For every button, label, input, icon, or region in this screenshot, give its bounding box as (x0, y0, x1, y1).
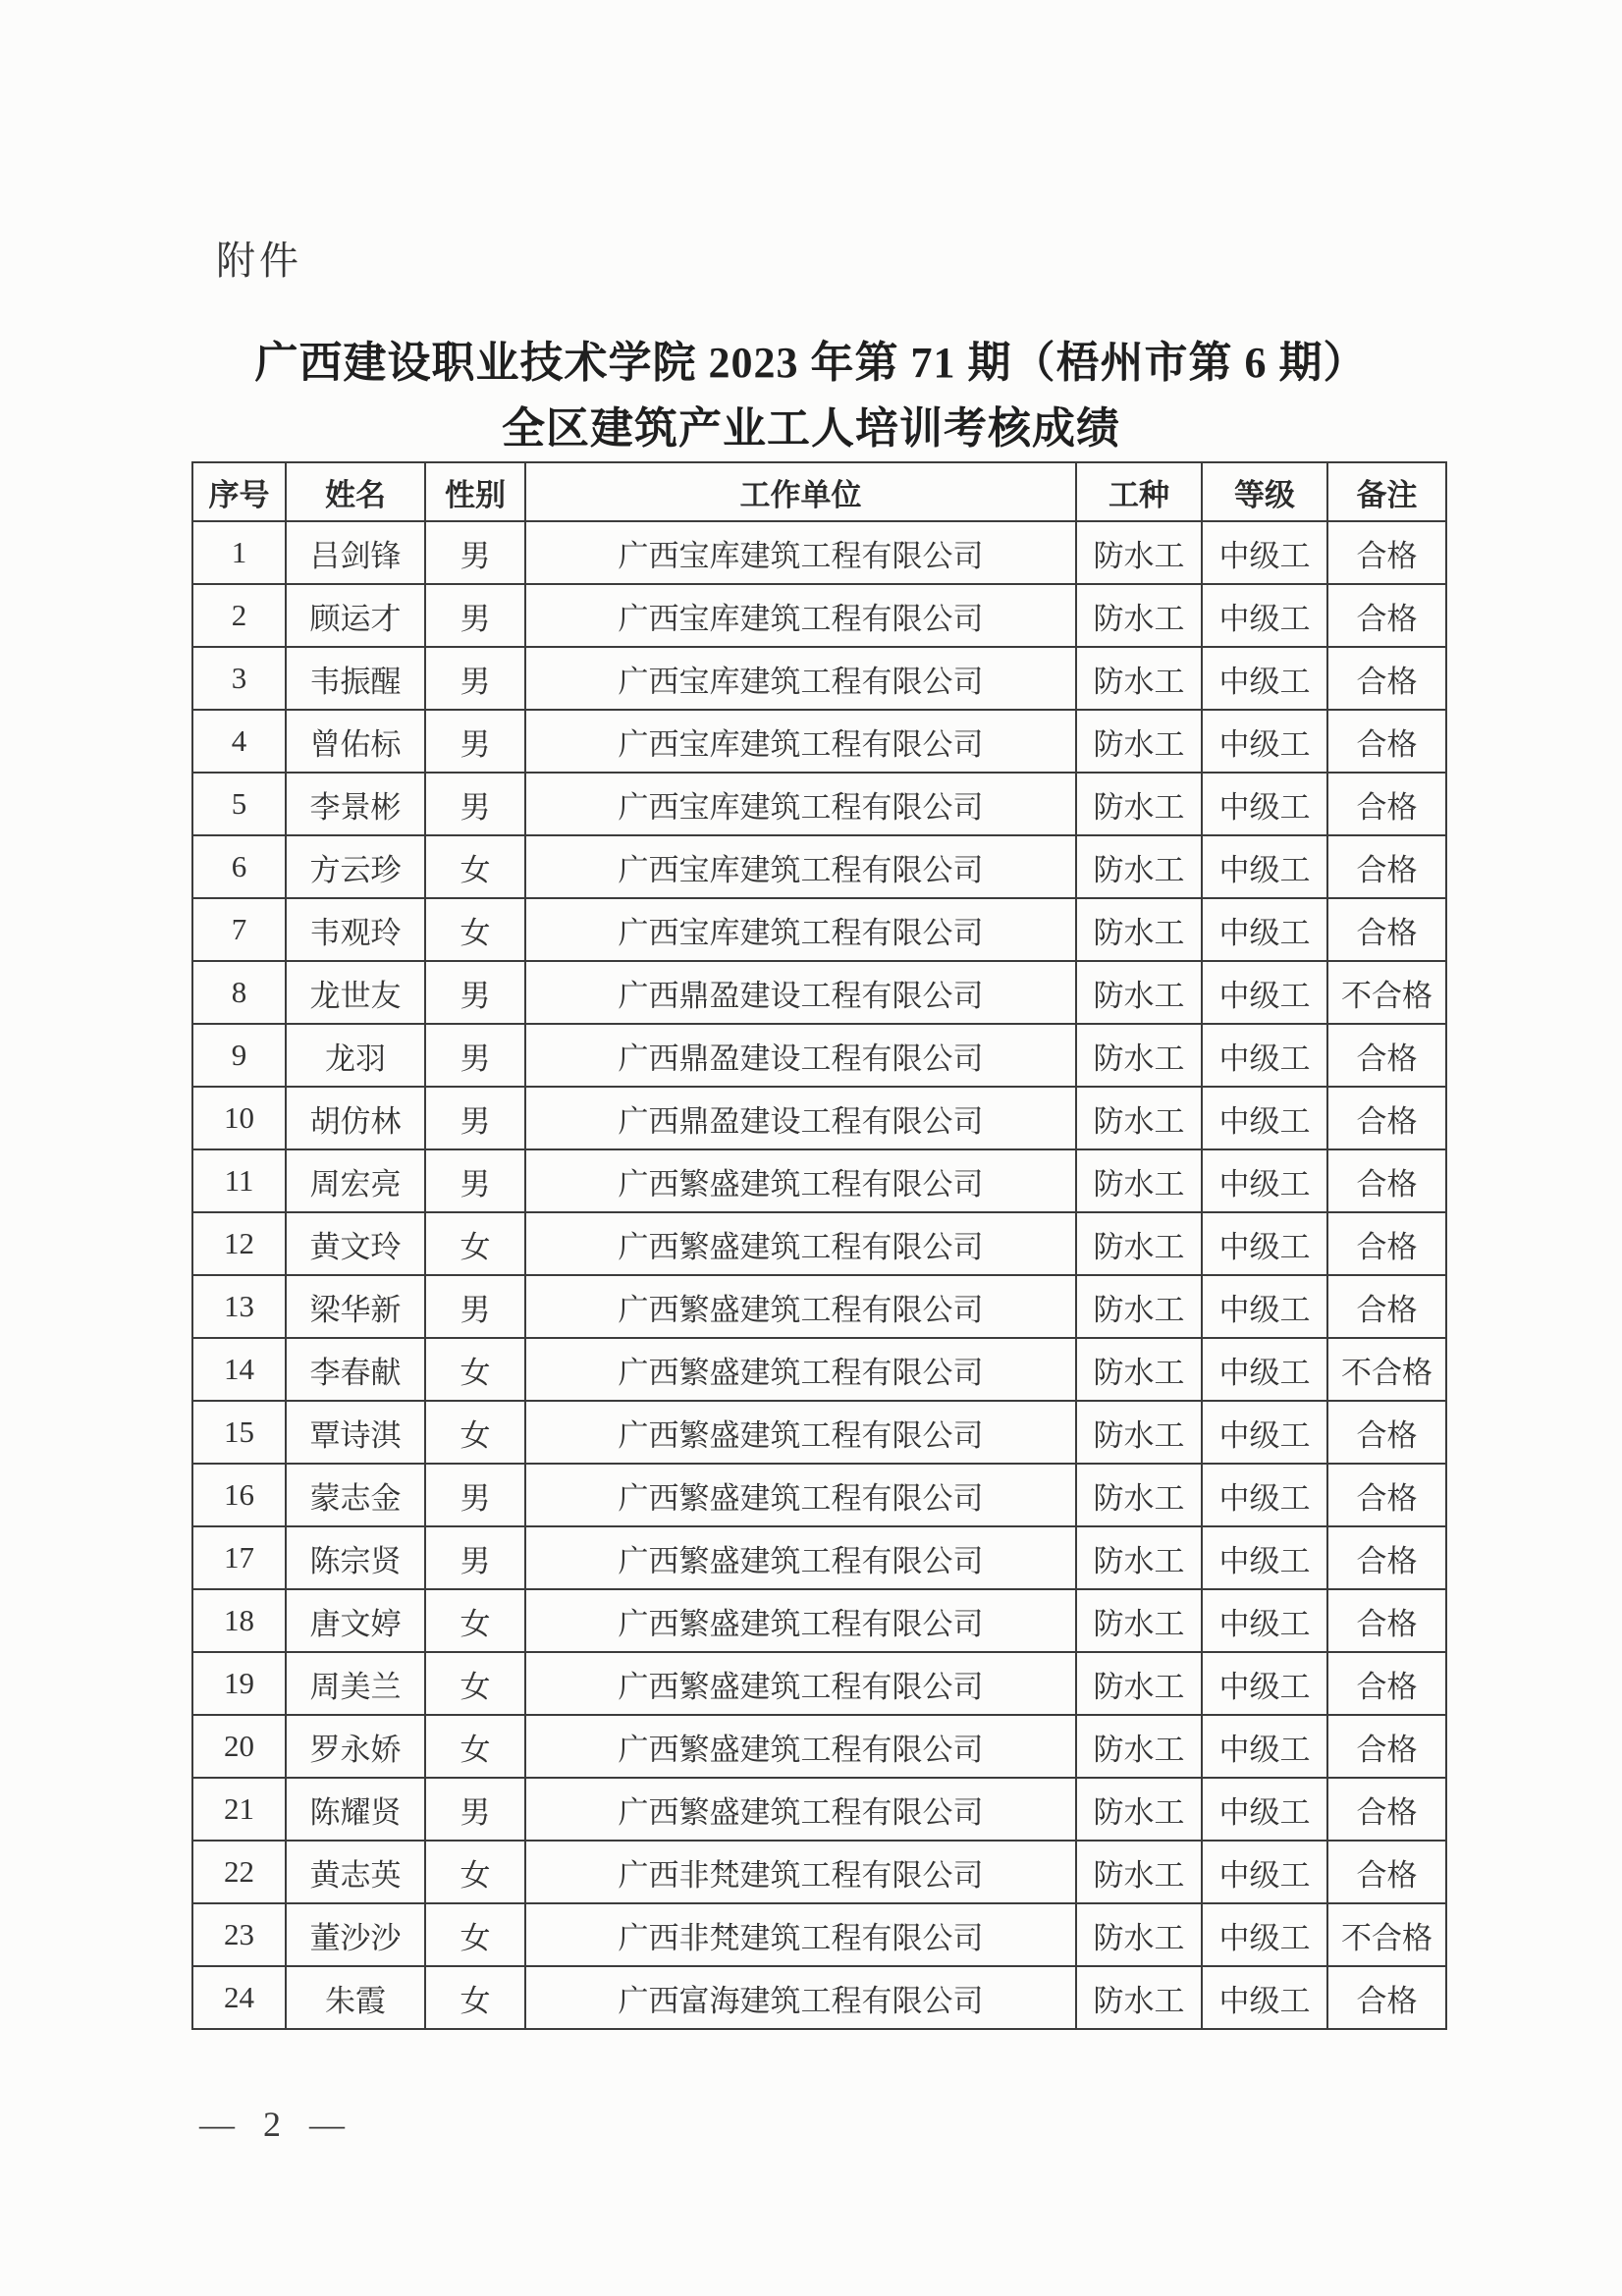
cell-remark: 合格 (1327, 1526, 1446, 1589)
cell-seq: 16 (192, 1464, 286, 1526)
cell-seq: 20 (192, 1715, 286, 1778)
cell-trade: 防水工 (1076, 710, 1202, 773)
cell-trade: 防水工 (1076, 1212, 1202, 1275)
results-table-body (192, 521, 1446, 2029)
cell-gender: 女 (425, 835, 525, 898)
cell-name: 梁华新 (286, 1275, 425, 1338)
cell-company: 广西繁盛建筑工程有限公司 (525, 1275, 1076, 1338)
cell-remark: 合格 (1327, 1464, 1446, 1526)
cell-level: 中级工 (1202, 961, 1327, 1024)
table-header-row (192, 462, 1446, 521)
cell-trade: 防水工 (1076, 1464, 1202, 1526)
cell-remark: 合格 (1327, 1589, 1446, 1652)
cell-company: 广西宝库建筑工程有限公司 (525, 521, 1076, 584)
table-row (192, 961, 1446, 1024)
cell-remark: 合格 (1327, 1087, 1446, 1149)
cell-level: 中级工 (1202, 1841, 1327, 1903)
cell-name: 黄文玲 (286, 1212, 425, 1275)
cell-level: 中级工 (1202, 1526, 1327, 1589)
cell-company: 广西繁盛建筑工程有限公司 (525, 1778, 1076, 1841)
cell-level: 中级工 (1202, 1652, 1327, 1715)
cell-gender: 女 (425, 1652, 525, 1715)
cell-seq: 2 (192, 584, 286, 647)
cell-gender: 女 (425, 1338, 525, 1401)
cell-seq: 15 (192, 1401, 286, 1464)
table-row (192, 1149, 1446, 1212)
cell-remark: 不合格 (1327, 961, 1446, 1024)
cell-name: 罗永娇 (286, 1715, 425, 1778)
cell-seq: 9 (192, 1024, 286, 1087)
table-row (192, 1778, 1446, 1841)
table-row (192, 1087, 1446, 1149)
cell-seq: 8 (192, 961, 286, 1024)
col-header-gender: 性别 (425, 462, 525, 521)
cell-level: 中级工 (1202, 835, 1327, 898)
cell-name: 蒙志金 (286, 1464, 425, 1526)
cell-seq: 12 (192, 1212, 286, 1275)
table-row (192, 584, 1446, 647)
cell-remark: 合格 (1327, 1966, 1446, 2029)
cell-gender: 男 (425, 1087, 525, 1149)
cell-company: 广西宝库建筑工程有限公司 (525, 647, 1076, 710)
cell-remark: 合格 (1327, 835, 1446, 898)
attachment-label: 附件 (216, 239, 302, 283)
cell-name: 董沙沙 (286, 1903, 425, 1966)
col-header-trade: 工种 (1076, 462, 1202, 521)
cell-remark: 不合格 (1327, 1338, 1446, 1401)
cell-company: 广西宝库建筑工程有限公司 (525, 898, 1076, 961)
cell-seq: 23 (192, 1903, 286, 1966)
cell-gender: 男 (425, 521, 525, 584)
cell-company: 广西繁盛建筑工程有限公司 (525, 1212, 1076, 1275)
page-number: — 2 — (199, 2105, 354, 2144)
cell-level: 中级工 (1202, 1903, 1327, 1966)
cell-remark: 合格 (1327, 521, 1446, 584)
cell-level: 中级工 (1202, 1087, 1327, 1149)
cell-remark: 不合格 (1327, 1903, 1446, 1966)
cell-remark: 合格 (1327, 1841, 1446, 1903)
cell-trade: 防水工 (1076, 1589, 1202, 1652)
cell-level: 中级工 (1202, 1149, 1327, 1212)
cell-trade: 防水工 (1076, 1401, 1202, 1464)
cell-seq: 24 (192, 1966, 286, 2029)
cell-level: 中级工 (1202, 898, 1327, 961)
cell-gender: 女 (425, 1903, 525, 1966)
cell-level: 中级工 (1202, 1401, 1327, 1464)
cell-level: 中级工 (1202, 1212, 1327, 1275)
cell-remark: 合格 (1327, 647, 1446, 710)
cell-company: 广西宝库建筑工程有限公司 (525, 835, 1076, 898)
table-row (192, 1212, 1446, 1275)
cell-company: 广西繁盛建筑工程有限公司 (525, 1526, 1076, 1589)
cell-company: 广西繁盛建筑工程有限公司 (525, 1464, 1076, 1526)
table-row (192, 1024, 1446, 1087)
cell-level: 中级工 (1202, 773, 1327, 835)
table-row (192, 1966, 1446, 2029)
cell-name: 唐文婷 (286, 1589, 425, 1652)
cell-level: 中级工 (1202, 1275, 1327, 1338)
cell-seq: 3 (192, 647, 286, 710)
cell-level: 中级工 (1202, 1338, 1327, 1401)
cell-name: 龙羽 (286, 1024, 425, 1087)
cell-company: 广西富海建筑工程有限公司 (525, 1966, 1076, 2029)
col-header-remark: 备注 (1327, 462, 1446, 521)
cell-company: 广西繁盛建筑工程有限公司 (525, 1149, 1076, 1212)
table-row (192, 647, 1446, 710)
cell-company: 广西宝库建筑工程有限公司 (525, 584, 1076, 647)
cell-level: 中级工 (1202, 1024, 1327, 1087)
cell-remark: 合格 (1327, 1275, 1446, 1338)
cell-name: 覃诗淇 (286, 1401, 425, 1464)
cell-name: 朱霞 (286, 1966, 425, 2029)
cell-gender: 男 (425, 1024, 525, 1087)
table-row (192, 1903, 1446, 1966)
table-row (192, 1526, 1446, 1589)
cell-name: 李景彬 (286, 773, 425, 835)
cell-trade: 防水工 (1076, 1715, 1202, 1778)
cell-level: 中级工 (1202, 1778, 1327, 1841)
cell-name: 韦振醒 (286, 647, 425, 710)
cell-seq: 22 (192, 1841, 286, 1903)
cell-trade: 防水工 (1076, 1841, 1202, 1903)
cell-gender: 男 (425, 1526, 525, 1589)
cell-seq: 1 (192, 521, 286, 584)
cell-company: 广西繁盛建筑工程有限公司 (525, 1652, 1076, 1715)
col-header-name: 姓名 (286, 462, 425, 521)
cell-gender: 男 (425, 1149, 525, 1212)
cell-gender: 女 (425, 1966, 525, 2029)
table-row (192, 1652, 1446, 1715)
cell-level: 中级工 (1202, 1966, 1327, 2029)
cell-gender: 男 (425, 1275, 525, 1338)
table-row (192, 773, 1446, 835)
cell-gender: 男 (425, 773, 525, 835)
cell-gender: 男 (425, 1464, 525, 1526)
cell-company: 广西繁盛建筑工程有限公司 (525, 1401, 1076, 1464)
table-row (192, 1715, 1446, 1778)
cell-seq: 21 (192, 1778, 286, 1841)
cell-remark: 合格 (1327, 1401, 1446, 1464)
cell-name: 方云珍 (286, 835, 425, 898)
cell-seq: 17 (192, 1526, 286, 1589)
document-title-line1: 广西建设职业技术学院 2023 年第 71 期（梧州市第 6 期） (254, 339, 1368, 387)
cell-gender: 男 (425, 961, 525, 1024)
cell-gender: 男 (425, 710, 525, 773)
table-row (192, 1841, 1446, 1903)
cell-name: 周宏亮 (286, 1149, 425, 1212)
table-row (192, 1338, 1446, 1401)
cell-gender: 女 (425, 1589, 525, 1652)
document-title-line2: 全区建筑产业工人培训考核成绩 (502, 404, 1120, 453)
cell-remark: 合格 (1327, 1212, 1446, 1275)
cell-name: 周美兰 (286, 1652, 425, 1715)
table-row (192, 1464, 1446, 1526)
table-row (192, 1275, 1446, 1338)
cell-gender: 女 (425, 1715, 525, 1778)
cell-remark: 合格 (1327, 1024, 1446, 1087)
cell-company: 广西繁盛建筑工程有限公司 (525, 1715, 1076, 1778)
cell-level: 中级工 (1202, 584, 1327, 647)
cell-trade: 防水工 (1076, 584, 1202, 647)
cell-seq: 6 (192, 835, 286, 898)
table-row (192, 521, 1446, 584)
cell-company: 广西鼎盈建设工程有限公司 (525, 961, 1076, 1024)
cell-trade: 防水工 (1076, 1526, 1202, 1589)
cell-gender: 女 (425, 1212, 525, 1275)
cell-company: 广西宝库建筑工程有限公司 (525, 710, 1076, 773)
cell-trade: 防水工 (1076, 521, 1202, 584)
cell-remark: 合格 (1327, 1652, 1446, 1715)
table-row (192, 1401, 1446, 1464)
cell-name: 韦观玲 (286, 898, 425, 961)
cell-gender: 女 (425, 1401, 525, 1464)
cell-seq: 14 (192, 1338, 286, 1401)
table-row (192, 710, 1446, 773)
cell-remark: 合格 (1327, 898, 1446, 961)
cell-name: 龙世友 (286, 961, 425, 1024)
cell-level: 中级工 (1202, 521, 1327, 584)
cell-name: 顾运才 (286, 584, 425, 647)
cell-seq: 5 (192, 773, 286, 835)
cell-level: 中级工 (1202, 710, 1327, 773)
cell-seq: 13 (192, 1275, 286, 1338)
cell-seq: 10 (192, 1087, 286, 1149)
cell-company: 广西宝库建筑工程有限公司 (525, 773, 1076, 835)
cell-remark: 合格 (1327, 1778, 1446, 1841)
cell-gender: 男 (425, 584, 525, 647)
cell-name: 曾佑标 (286, 710, 425, 773)
cell-trade: 防水工 (1076, 1778, 1202, 1841)
cell-gender: 男 (425, 1778, 525, 1841)
cell-company: 广西非梵建筑工程有限公司 (525, 1903, 1076, 1966)
cell-seq: 4 (192, 710, 286, 773)
cell-remark: 合格 (1327, 773, 1446, 835)
cell-trade: 防水工 (1076, 1338, 1202, 1401)
cell-trade: 防水工 (1076, 898, 1202, 961)
cell-trade: 防水工 (1076, 1087, 1202, 1149)
cell-remark: 合格 (1327, 710, 1446, 773)
cell-trade: 防水工 (1076, 1024, 1202, 1087)
cell-level: 中级工 (1202, 1589, 1327, 1652)
cell-seq: 7 (192, 898, 286, 961)
cell-seq: 19 (192, 1652, 286, 1715)
cell-name: 李春献 (286, 1338, 425, 1401)
col-header-level: 等级 (1202, 462, 1327, 521)
cell-trade: 防水工 (1076, 835, 1202, 898)
cell-remark: 合格 (1327, 1715, 1446, 1778)
cell-trade: 防水工 (1076, 1966, 1202, 2029)
cell-company: 广西繁盛建筑工程有限公司 (525, 1589, 1076, 1652)
cell-company: 广西鼎盈建设工程有限公司 (525, 1087, 1076, 1149)
cell-trade: 防水工 (1076, 1275, 1202, 1338)
cell-gender: 女 (425, 1841, 525, 1903)
cell-level: 中级工 (1202, 647, 1327, 710)
cell-seq: 18 (192, 1589, 286, 1652)
table-row (192, 835, 1446, 898)
cell-trade: 防水工 (1076, 647, 1202, 710)
cell-trade: 防水工 (1076, 1149, 1202, 1212)
cell-trade: 防水工 (1076, 773, 1202, 835)
cell-name: 陈耀贤 (286, 1778, 425, 1841)
cell-gender: 女 (425, 898, 525, 961)
col-header-seq: 序号 (192, 462, 286, 521)
cell-company: 广西非梵建筑工程有限公司 (525, 1841, 1076, 1903)
table-row (192, 898, 1446, 961)
cell-seq: 11 (192, 1149, 286, 1212)
cell-trade: 防水工 (1076, 961, 1202, 1024)
cell-gender: 男 (425, 647, 525, 710)
cell-remark: 合格 (1327, 1149, 1446, 1212)
cell-name: 胡仿林 (286, 1087, 425, 1149)
col-header-company: 工作单位 (525, 462, 1076, 521)
cell-name: 陈宗贤 (286, 1526, 425, 1589)
cell-company: 广西繁盛建筑工程有限公司 (525, 1338, 1076, 1401)
cell-trade: 防水工 (1076, 1903, 1202, 1966)
cell-name: 吕剑锋 (286, 521, 425, 584)
cell-name: 黄志英 (286, 1841, 425, 1903)
cell-company: 广西鼎盈建设工程有限公司 (525, 1024, 1076, 1087)
results-table (191, 461, 1447, 2030)
table-row (192, 1589, 1446, 1652)
cell-level: 中级工 (1202, 1715, 1327, 1778)
cell-level: 中级工 (1202, 1464, 1327, 1526)
cell-trade: 防水工 (1076, 1652, 1202, 1715)
cell-remark: 合格 (1327, 584, 1446, 647)
